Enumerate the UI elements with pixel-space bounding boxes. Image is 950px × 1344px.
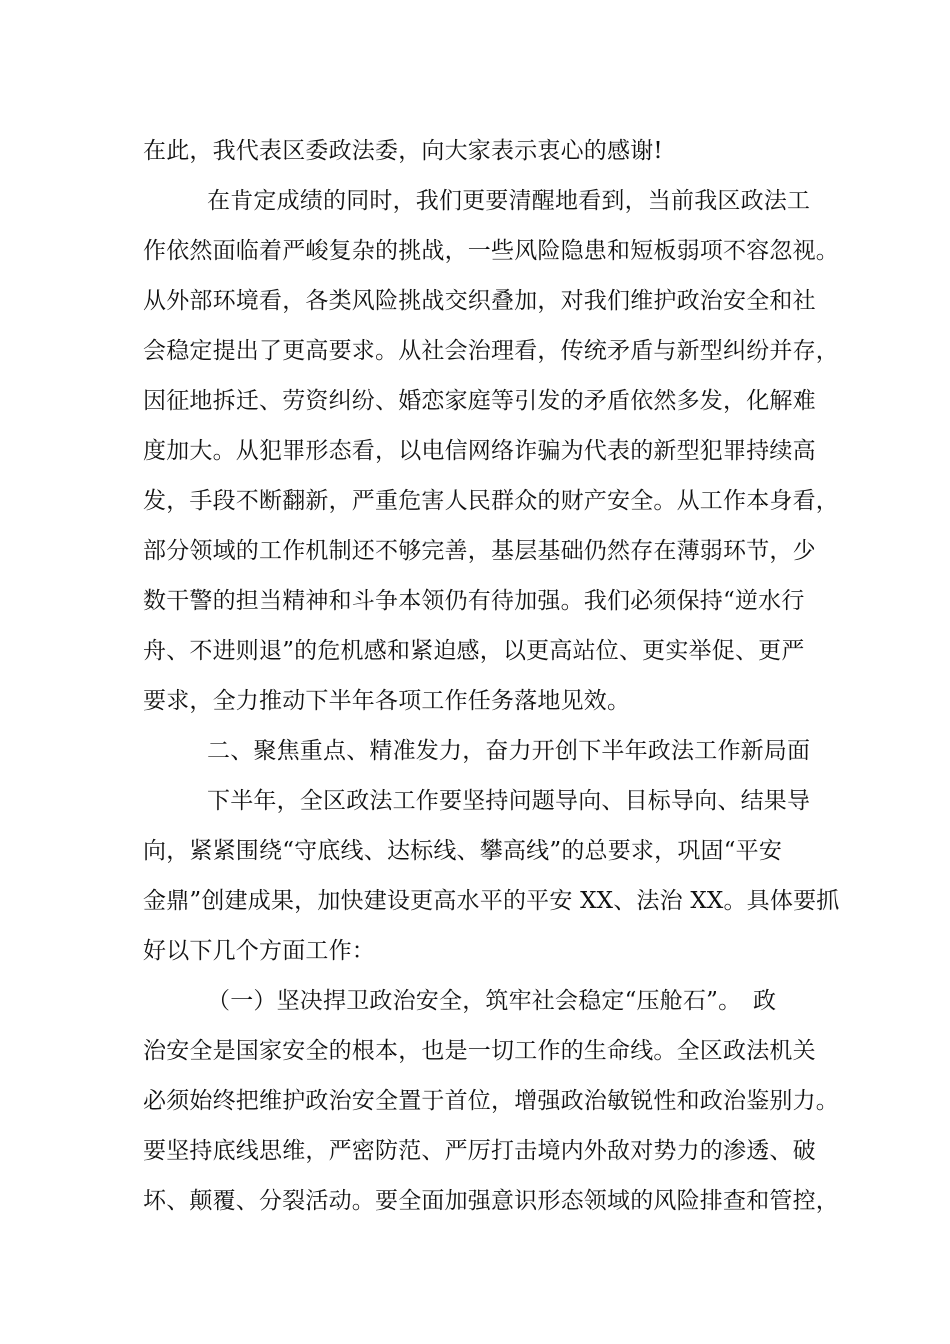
text-line: 部分领域的工作机制还不够完善，基层基础仍然存在薄弱环节，少 [143,538,816,564]
text-line: 必须始终把维护政治安全置于首位，增强政治敏锐性和政治鉴别力。 [143,1088,839,1114]
subsection-heading: （一）坚决捍卫政治安全，筑牢社会稳定“压舱石”。 政 [207,988,777,1014]
text-line: 在此，我代表区委政法委，向大家表示衷心的感谢! [143,138,663,164]
text-line: 要求，全力推动下半年各项工作任务落地见效。 [143,688,631,714]
text-line: 治安全是国家安全的根本，也是一切工作的生命线。全区政法机关 [143,1038,816,1064]
text-line: 要坚持底线思维，严密防范、严厉打击境内外敌对势力的渗透、破 [143,1138,816,1164]
text-line: 好以下几个方面工作： [143,938,375,964]
text-line: 下半年，全区政法工作要坚持问题导向、目标导向、结果导 [207,788,811,814]
text-line: 在肯定成绩的同时，我们更要清醒地看到，当前我区政法工 [207,188,811,214]
text-line: 向，紧紧围绕“守底线、达标线、攀高线”的总要求，巩固“平安 [143,838,783,864]
text-line: 发，手段不断翻新，严重危害人民群众的财产安全。从工作本身看， [143,488,839,514]
text-line: 因征地拆迁、劳资纠纷、婚恋家庭等引发的矛盾依然多发，化解难 [143,388,816,414]
text-line: 度加大。从犯罪形态看，以电信网络诈骗为代表的新型犯罪持续高 [143,438,816,464]
text-line: 数干警的担当精神和斗争本领仍有待加强。我们必须保持“逆水行 [143,588,805,614]
text-line: 金鼎”创建成果，加快建设更高水平的平安 XX、法治 XX。具体要抓 [143,888,840,914]
text-line: 舟、不进则退”的危机感和紧迫感，以更高站位、更实举促、更严 [143,638,805,664]
section-heading: 二、聚焦重点、精准发力，奋力开创下半年政法工作新局面 [207,738,811,764]
text-line: 会稳定提出了更高要求。从社会治理看，传统矛盾与新型纠纷并存， [143,338,839,364]
text-line: 从外部环境看，各类风险挑战交织叠加，对我们维护政治安全和社 [143,288,816,314]
text-line: 坏、颠覆、分裂活动。要全面加强意识形态领域的风险排查和管控， [143,1188,839,1214]
text-line: 作依然面临着严峻复杂的挑战，一些风险隐患和短板弱项不容忽视。 [143,238,839,264]
